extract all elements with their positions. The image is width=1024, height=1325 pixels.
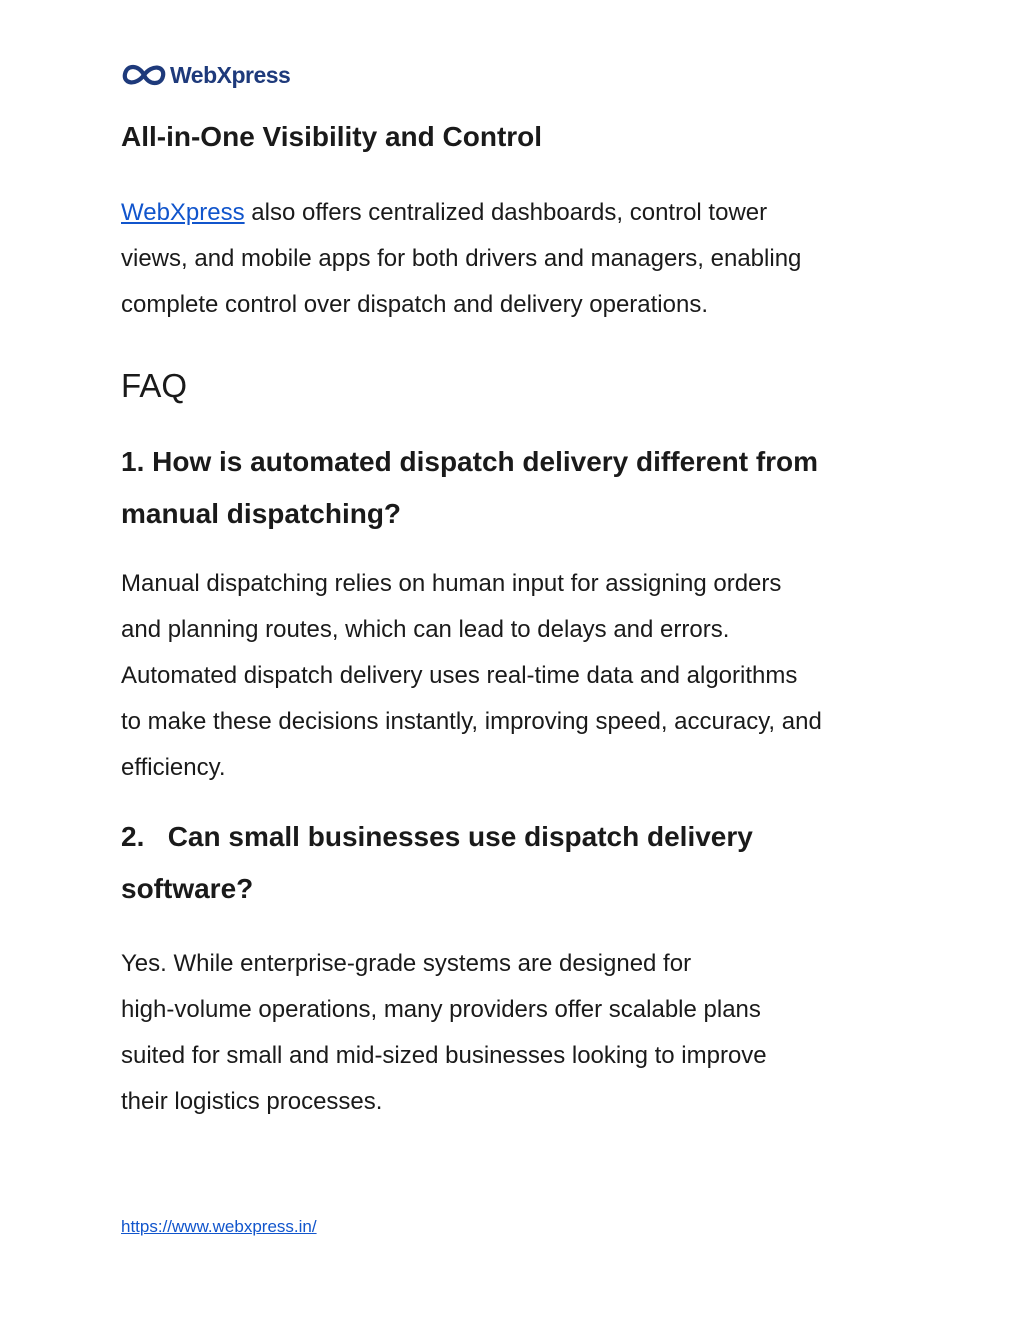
answer-line: Automated dispatch delivery uses real-time data and algorithms [121, 662, 798, 689]
answer-line: high-volume operations, many providers offer scalable plans [121, 996, 761, 1023]
infinity-icon [121, 59, 167, 91]
question-line: software? [121, 873, 254, 904]
paragraph-text: also offers centralized dashboards, control tower [244, 199, 768, 226]
question-line: manual dispatching? [121, 498, 402, 529]
question-line: 2. Can small businesses use dispatch delivery [121, 821, 753, 852]
answer-line: Yes. While enterprise-grade systems are designed for [121, 950, 692, 977]
faq-answer-2 [121, 941, 767, 1125]
answer-line: Manual dispatching relies on human input for assigning orders [121, 570, 782, 597]
webxpress-link[interactable]: WebXpress [121, 199, 245, 226]
footer-url-link[interactable]: https://www.webxpress.in/ [121, 1217, 317, 1236]
brand-name: WebXpress [170, 61, 291, 88]
question-line: 1. How is automated dispatch delivery different from [121, 446, 819, 477]
answer-line: to make these decisions instantly, improving speed, accuracy, and [121, 708, 822, 735]
answer-line: efficiency. [121, 754, 226, 781]
paragraph-line: complete control over dispatch and delivery operations. [121, 291, 708, 318]
paragraph-line [121, 190, 801, 236]
footer [121, 1217, 317, 1237]
faq-heading: FAQ [121, 367, 188, 404]
section-heading: All-in-One Visibility and Control [121, 121, 543, 152]
section-paragraph [121, 190, 801, 328]
faq-question-2 [121, 811, 753, 915]
brand-logo [121, 59, 290, 91]
answer-line: their logistics processes. [121, 1088, 383, 1115]
answer-line: suited for small and mid-sized businesses looking to improve [121, 1042, 767, 1069]
faq-answer-1 [121, 561, 822, 791]
answer-line: and planning routes, which can lead to delays and errors. [121, 616, 730, 643]
paragraph-line: views, and mobile apps for both drivers and managers, enabling [121, 245, 802, 272]
faq-question-1 [121, 436, 818, 540]
